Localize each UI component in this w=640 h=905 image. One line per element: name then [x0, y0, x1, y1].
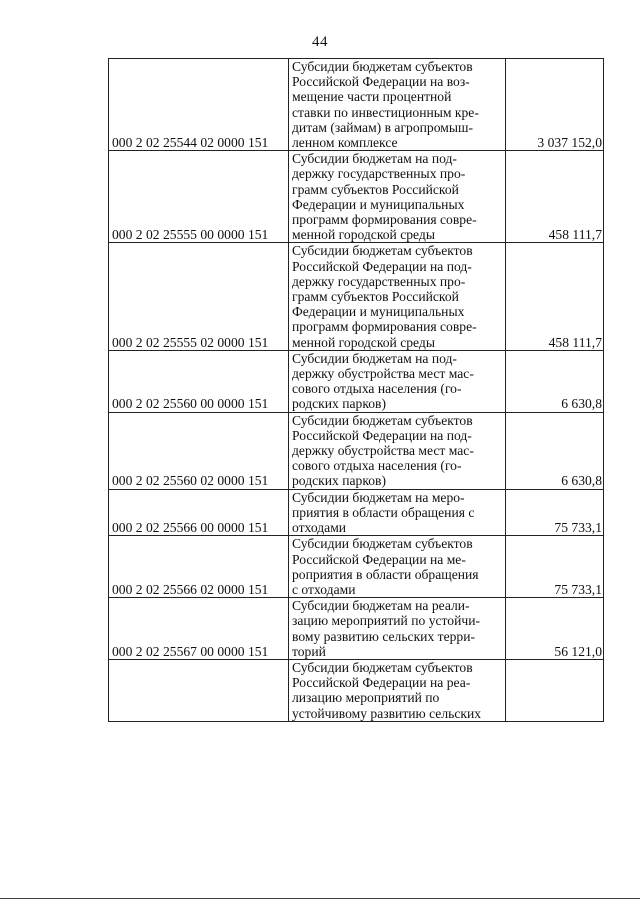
description-line: Субсидии бюджетам субъектов [292, 659, 473, 675]
budget-code-cell: 000 2 02 25566 02 0000 151 [109, 536, 289, 598]
budget-code-cell: 000 2 02 25560 00 0000 151 [109, 350, 289, 412]
description-line: Субсидии бюджетам на меро- [292, 489, 465, 505]
description-line: менной городской среды [292, 334, 435, 350]
amount-cell: 6 630,8 [506, 350, 604, 412]
budget-code-cell [109, 659, 289, 721]
table-row [109, 489, 604, 536]
amount-cell: 56 121,0 [506, 598, 604, 660]
budget-table [108, 58, 604, 722]
description-cell [289, 536, 506, 598]
amount-cell: 3 037 152,0 [506, 59, 604, 151]
description-line: Субсидии бюджетам на под- [292, 350, 457, 366]
description-line: программ формирования совре- [292, 212, 477, 228]
description-line: грамм субъектов Российской [292, 181, 459, 197]
description-line: Федерации и муниципальных [292, 196, 465, 212]
description-line: менной городской среды [292, 227, 435, 243]
page-number: 44 [312, 34, 328, 50]
description-line: лизацию мероприятий по [292, 690, 440, 706]
budget-code-cell: 000 2 02 25566 00 0000 151 [109, 489, 289, 536]
description-line: роприятия в области обращения [292, 566, 479, 582]
description-line: с отходами [292, 581, 356, 597]
description-line: Российской Федерации на воз- [292, 74, 470, 90]
amount-cell [506, 659, 604, 721]
description-line: дитам (займам) в агропромыш- [292, 119, 473, 135]
description-line: ленном комплексе [292, 135, 398, 151]
description-line: ставки по инвестиционным кре- [292, 104, 479, 120]
table-row [109, 59, 604, 151]
table-row [109, 598, 604, 660]
description-line: держку обустройства мест мас- [292, 443, 474, 459]
description-line: Российской Федерации на под- [292, 258, 472, 274]
budget-code-cell: 000 2 02 25560 02 0000 151 [109, 412, 289, 489]
description-line: держку государственных про- [292, 166, 466, 182]
description-line: устойчивому развитию сельских [292, 705, 482, 721]
description-cell [289, 59, 506, 151]
table-row [109, 659, 604, 721]
description-line: программ формирования совре- [292, 319, 477, 335]
description-line: сового отдыха населения (го- [292, 458, 462, 474]
budget-code-cell: 000 2 02 25555 00 0000 151 [109, 151, 289, 243]
description-line: Субсидии бюджетам на под- [292, 151, 457, 167]
amount-cell: 6 630,8 [506, 412, 604, 489]
description-line: Субсидии бюджетам субъектов [292, 59, 473, 74]
bottom-rule [0, 898, 640, 899]
table-row [109, 536, 604, 598]
amount-cell: 75 733,1 [506, 489, 604, 536]
amount-cell: 75 733,1 [506, 536, 604, 598]
description-cell [289, 151, 506, 243]
budget-code-cell: 000 2 02 25555 02 0000 151 [109, 243, 289, 350]
description-line: Российской Федерации на ме- [292, 551, 466, 567]
description-cell [289, 350, 506, 412]
description-line: родских парков) [292, 396, 386, 412]
description-line: Федерации и муниципальных [292, 304, 465, 320]
budget-code-cell: 000 2 02 25567 00 0000 151 [109, 598, 289, 660]
description-line: Российской Федерации на под- [292, 427, 472, 443]
description-cell [289, 659, 506, 721]
description-line: приятия в области обращения с [292, 504, 475, 520]
description-cell [289, 243, 506, 350]
description-line: держку государственных про- [292, 273, 466, 289]
description-cell [289, 489, 506, 536]
table-row [109, 151, 604, 243]
description-line: зацию мероприятий по устойчи- [292, 613, 480, 629]
description-line: сового отдыха населения (го- [292, 381, 462, 397]
table-row [109, 350, 604, 412]
description-line: держку обустройства мест мас- [292, 366, 474, 382]
description-line: грамм субъектов Российской [292, 289, 459, 305]
description-line: Субсидии бюджетам субъектов [292, 536, 473, 552]
description-line: родских парков) [292, 473, 386, 489]
description-cell [289, 412, 506, 489]
description-cell [289, 598, 506, 660]
table-row [109, 243, 604, 350]
description-line: Российской Федерации на реа- [292, 675, 471, 691]
description-line: отходами [292, 520, 347, 536]
description-line: торий [292, 643, 326, 659]
amount-cell: 458 111,7 [506, 243, 604, 350]
budget-code-cell: 000 2 02 25544 02 0000 151 [109, 59, 289, 151]
budget-table-body [109, 59, 604, 722]
description-line: Субсидии бюджетам субъектов [292, 243, 473, 259]
table-row [109, 412, 604, 489]
description-line: Субсидии бюджетам субъектов [292, 412, 473, 428]
description-line: вому развитию сельских терри- [292, 628, 476, 644]
amount-cell: 458 111,7 [506, 151, 604, 243]
description-line: мещение части процентной [292, 89, 452, 105]
description-line: Субсидии бюджетам на реали- [292, 598, 470, 614]
